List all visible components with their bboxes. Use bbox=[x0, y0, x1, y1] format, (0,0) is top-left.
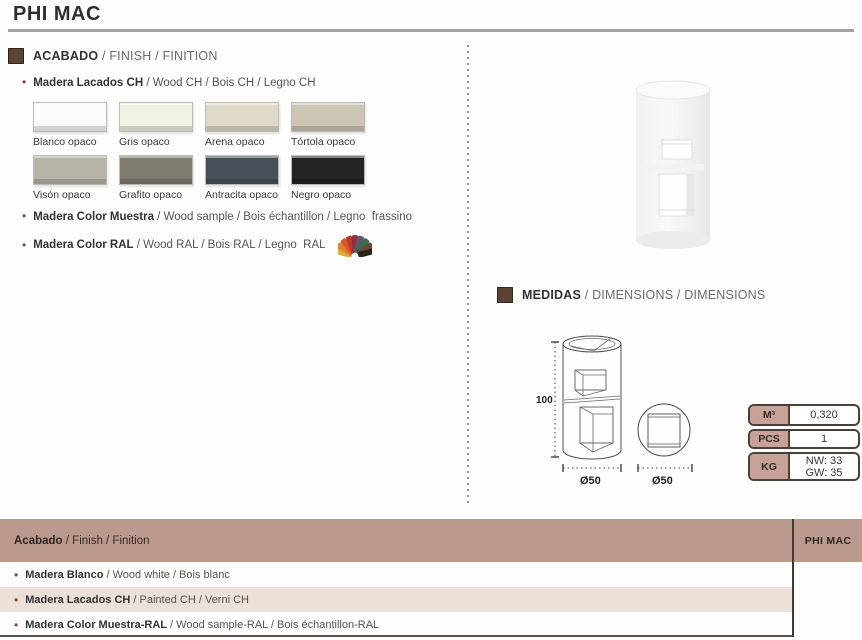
acabado-title-bold: ACABADO bbox=[33, 49, 99, 63]
swatch-color-box bbox=[33, 155, 107, 185]
swatch-grafito-opaco bbox=[119, 155, 205, 201]
swatch-label: Negro opaco bbox=[291, 189, 352, 201]
diameter-front-label: Ø50 bbox=[580, 475, 601, 487]
medidas-section-header bbox=[497, 287, 765, 303]
swatch-color-box bbox=[291, 155, 365, 185]
summary-header-rest: / Finish / Finition bbox=[62, 534, 150, 547]
medidas-section-title bbox=[522, 288, 765, 302]
ral-color-fan-icon bbox=[338, 233, 372, 257]
medidas-title-rest: / DIMENSIONS / DIMENSIONS bbox=[581, 288, 766, 302]
bullet-madera-muestra bbox=[22, 209, 412, 223]
swatch-label: Arena opaco bbox=[205, 136, 265, 148]
spec-row-volume bbox=[748, 404, 860, 426]
height-dim-label: 100 bbox=[536, 395, 553, 406]
summary-table-header bbox=[0, 519, 862, 562]
swatch-color-box bbox=[119, 102, 193, 132]
table-bottom-rule bbox=[0, 635, 792, 637]
bullet-bold-text: Madera Lacados CH bbox=[33, 77, 144, 89]
section-marker-icon bbox=[8, 48, 24, 64]
spec-row-pcs bbox=[748, 429, 860, 449]
swatch-label: Tórtola opaco bbox=[291, 136, 356, 148]
finish-summary-table bbox=[0, 519, 862, 637]
spec-value-text: 0,320 bbox=[810, 409, 838, 421]
summary-row-bold: • Madera Color Muestra-RAL bbox=[25, 618, 167, 631]
bullet-bold-text: • Madera Color RAL bbox=[33, 239, 134, 251]
title-divider bbox=[8, 29, 854, 32]
product-column-header: PHI MAC bbox=[804, 534, 852, 547]
summary-row-rest: / Painted CH / Verni CH bbox=[130, 593, 249, 606]
bullet-madera-lacados bbox=[22, 75, 316, 89]
product-photo bbox=[628, 78, 718, 253]
summary-row-rest: / Wood sample-RAL / Bois échantillon-RAL bbox=[167, 618, 380, 631]
swatch-negro-opaco bbox=[291, 155, 377, 201]
acabado-section-title bbox=[33, 49, 218, 63]
spec-value-gw: GW: 35 bbox=[805, 466, 843, 479]
spec-value-text: 1 bbox=[820, 433, 828, 445]
swatch-color-box bbox=[205, 102, 279, 132]
summary-header-label bbox=[14, 519, 150, 562]
swatch-color-box bbox=[119, 155, 193, 185]
spec-value-nw: NW: 33 bbox=[805, 454, 843, 467]
product-column-divider bbox=[792, 519, 794, 637]
spec-label-pcs: PCS bbox=[750, 431, 790, 447]
acabado-section-header bbox=[8, 48, 218, 64]
finish-swatch-grid bbox=[33, 102, 377, 201]
swatch-label: Visón opaco bbox=[33, 189, 91, 201]
bullet-rest-text: / Wood sample / Bois échantillon / Legno frassino bbox=[153, 211, 413, 223]
spec-table bbox=[748, 404, 860, 481]
bullet-bold-text: Madera Color Muestra bbox=[33, 211, 154, 223]
swatch-label: Antracita opaco bbox=[205, 189, 278, 201]
section-marker-icon bbox=[497, 287, 513, 303]
swatch-label: Grafito opaco bbox=[119, 189, 183, 201]
swatch-label: Gris opaco bbox=[119, 136, 170, 148]
swatch-color-box bbox=[33, 102, 107, 132]
swatch-gris-opaco bbox=[119, 102, 205, 148]
spec-value-kg bbox=[790, 454, 858, 479]
summary-row-muestra-ral bbox=[0, 612, 792, 637]
bullet-rest-text: / Wood RAL / Bois RAL / Legno RAL bbox=[133, 239, 326, 251]
swatch-arena-opaco bbox=[205, 102, 291, 148]
spec-value-m3 bbox=[790, 406, 858, 424]
medidas-title-bold: MEDIDAS bbox=[522, 288, 582, 302]
bullet-rest-text: / Wood CH / Bois CH / Legno CH bbox=[143, 77, 316, 89]
summary-row-bold: • Madera Lacados CH bbox=[25, 593, 131, 606]
spec-label-m3: M³ bbox=[750, 406, 790, 424]
summary-row-rest: / Wood white / Bois blanc bbox=[103, 568, 230, 581]
bullet-madera-ral bbox=[22, 233, 372, 257]
diameter-top-label: Ø50 bbox=[652, 475, 673, 487]
swatch-color-box bbox=[205, 155, 279, 185]
swatch-label: Blanco opaco bbox=[33, 136, 97, 148]
page-title: PHI MAC bbox=[13, 3, 101, 25]
swatch-vison-opaco bbox=[33, 155, 119, 201]
swatch-antracita-opaco bbox=[205, 155, 291, 201]
spec-label-kg: KG bbox=[750, 454, 790, 479]
summary-row-blanco bbox=[0, 562, 792, 587]
swatch-tortola-opaco bbox=[291, 102, 377, 148]
spec-row-kg bbox=[748, 452, 860, 481]
summary-header-bold: Acabado bbox=[14, 534, 63, 547]
swatch-color-box bbox=[291, 102, 365, 132]
spec-value-pcs bbox=[790, 431, 858, 447]
swatch-blanco-opaco bbox=[33, 102, 119, 148]
dimension-drawing bbox=[535, 333, 705, 488]
summary-row-lacados bbox=[0, 587, 792, 612]
summary-row-bold: • Madera Blanco bbox=[25, 568, 104, 581]
column-divider bbox=[467, 45, 469, 505]
acabado-title-rest: / FINISH / FINITION bbox=[98, 49, 218, 63]
